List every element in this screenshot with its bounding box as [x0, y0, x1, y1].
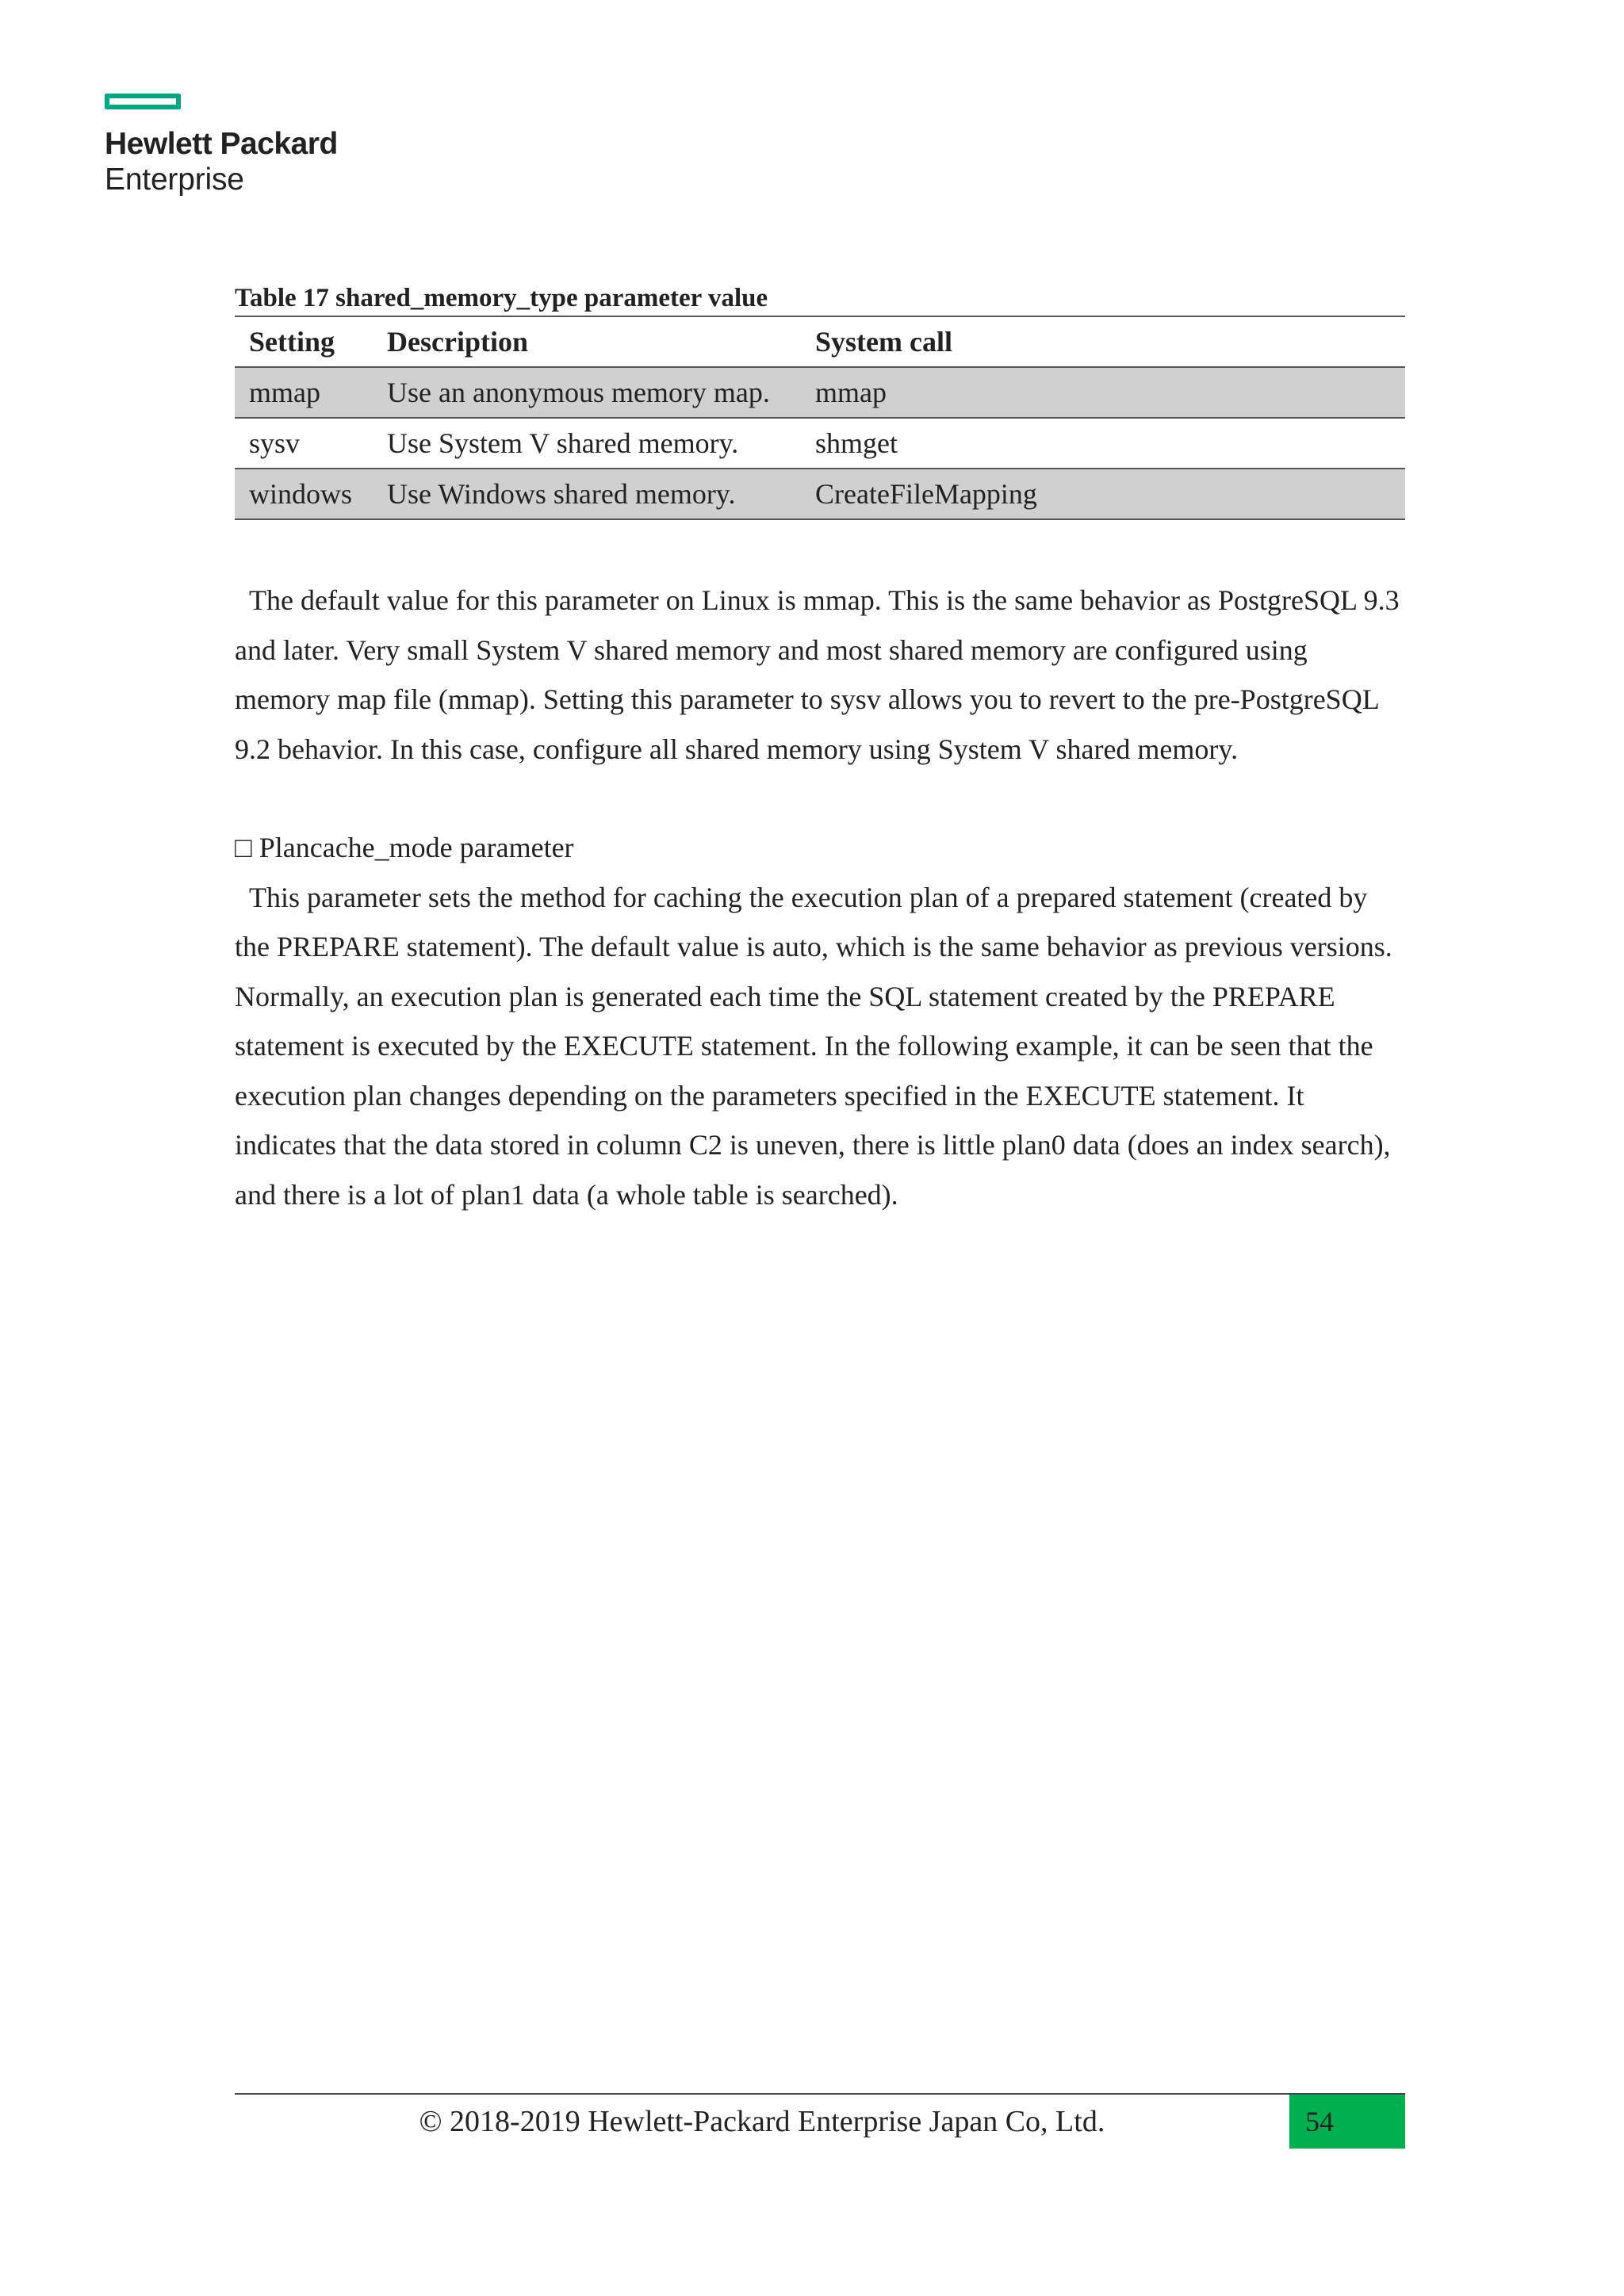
footer-divider	[235, 2093, 1405, 2095]
page-number-badge: 54	[1289, 2095, 1405, 2149]
section-heading-plancache: □ Plancache_mode parameter	[235, 832, 574, 863]
table-cell: mmap	[801, 367, 1405, 418]
table-header-row	[235, 316, 1405, 367]
logo-text-line1: Hewlett Packard	[105, 127, 338, 161]
shared-memory-type-table	[235, 316, 1405, 520]
table-header-cell: Setting	[235, 316, 373, 367]
table-cell: mmap	[235, 367, 373, 418]
table-cell: Use Windows shared memory.	[373, 469, 801, 519]
paragraph-default-value: The default value for this parameter on Linux is mmap. This is the same behavior as PostgreSQL 9.3 and later. Very small System V shared memory and most shared memory are configured using memory map file (mmap). Setting this parameter to sysv allows you to revert to the pre-PostgreSQL 9.2 behavior. In this case, configure all shared memory using System V shared memory.	[235, 584, 1400, 765]
hpe-logo	[105, 94, 338, 195]
table-row	[235, 367, 1405, 418]
table-row	[235, 418, 1405, 469]
page-content	[235, 281, 1405, 1219]
table-cell: CreateFileMapping	[801, 469, 1405, 519]
table-cell: shmget	[801, 418, 1405, 469]
paragraph-plancache: This parameter sets the method for caching the execution plan of a prepared statement (created by the PREPARE statement). The default value is auto, which is the same behavior as previous versions. Normally, an execution plan is generated each time the SQL statement created by the PREPARE statement is executed by the EXECUTE statement. In the following example, it can be seen that the execution plan changes depending on the parameters specified in the EXECUTE statement. It indicates that the data stored in column C2 is uneven, there is little plan0 data (does an index search), and there is a lot of plan1 data (a whole table is searched).	[235, 881, 1392, 1211]
table-cell: windows	[235, 469, 373, 519]
table-cell: sysv	[235, 418, 373, 469]
hpe-logo-mark	[105, 94, 181, 109]
table-header-cell: System call	[801, 316, 1405, 367]
table-row	[235, 469, 1405, 519]
table-header-cell: Description	[373, 316, 801, 367]
table-caption: Table 17 shared_memory_type parameter value	[235, 284, 768, 312]
table-cell: Use an anonymous memory map.	[373, 367, 801, 418]
footer-copyright: © 2018-2019 Hewlett-Packard Enterprise Japan Co, Ltd.	[419, 2105, 1105, 2138]
table-cell: Use System V shared memory.	[373, 418, 801, 469]
logo-text-line2: Enterprise	[105, 163, 244, 197]
